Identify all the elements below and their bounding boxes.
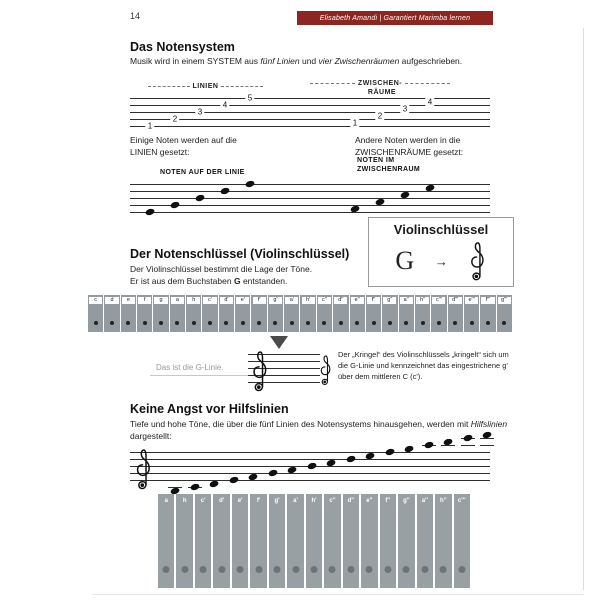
key-dot [421, 321, 425, 325]
marimba-key [251, 295, 266, 332]
key-dot [218, 566, 225, 573]
key-dot [437, 321, 441, 325]
key-dot [366, 566, 373, 573]
marimba-key [250, 494, 266, 588]
marimba-key [232, 494, 248, 588]
marimba-key [121, 295, 136, 332]
key-label: c''' [432, 297, 445, 304]
marimba-key [464, 295, 479, 332]
note [400, 190, 410, 198]
section2-p2 [130, 276, 360, 288]
key-dot [453, 321, 457, 325]
p2-part-bold: G [233, 275, 241, 286]
marimba-key [284, 295, 299, 332]
violin-box-content [369, 239, 513, 283]
key-dot [292, 566, 299, 573]
marimba-key [170, 295, 185, 332]
linien-label-text: LINIEN [192, 83, 219, 90]
note [287, 465, 297, 473]
marimba-key [269, 494, 285, 588]
arrow-right-icon: → [434, 253, 448, 269]
key-dot [404, 321, 408, 325]
linien-label [148, 83, 263, 90]
g-line-caption: Das ist die G-Linie. [156, 363, 224, 372]
marimba-key [300, 295, 315, 332]
marimba-key [202, 295, 217, 332]
marimba-key [399, 295, 414, 332]
key-label: a'' [421, 498, 428, 504]
key-dot [257, 321, 261, 325]
dash-line [310, 83, 355, 84]
note [267, 469, 277, 477]
key-dot [347, 566, 354, 573]
key-label: g'' [403, 498, 410, 504]
p3-part: Tiefe und hohe Töne, die über die fünf Linien des Notensystems hinausgehen, werden mit [130, 419, 471, 429]
key-dot [200, 566, 207, 573]
section3-title: Keine Angst vor Hilfslinien [130, 402, 289, 416]
key-label: e [122, 297, 135, 304]
page-edge-right [583, 28, 584, 590]
ledger-line [461, 445, 475, 446]
marimba-key [324, 494, 340, 588]
marimba-key [306, 494, 322, 588]
line-number: 4 [220, 101, 229, 110]
space-number: 3 [400, 104, 409, 113]
line-number: 1 [145, 122, 154, 131]
key-label: g' [269, 297, 282, 304]
violin-box [368, 217, 514, 287]
key-dot [470, 321, 474, 325]
marimba-key [137, 295, 152, 332]
space-number: 4 [425, 97, 434, 106]
key-label: a [171, 297, 184, 304]
key-label: f''' [481, 297, 494, 304]
key-dot [310, 566, 317, 573]
key-label: c [89, 297, 102, 304]
staff-diagram-numbered [130, 80, 490, 130]
key-label: e' [236, 297, 249, 304]
intro-part: und [299, 56, 319, 66]
key-label: h [187, 297, 200, 304]
key-label: h' [302, 297, 315, 304]
key-label: a'' [400, 297, 413, 304]
marimba-key [317, 295, 332, 332]
note [350, 204, 360, 212]
key-dot [159, 321, 163, 325]
marimba-key [380, 494, 396, 588]
marimba-key [448, 295, 463, 332]
g-line-leader [150, 375, 248, 376]
key-dot [486, 321, 490, 325]
key-label: d' [219, 498, 225, 504]
zwischenraeume-label-line2 [352, 89, 412, 96]
key-label: f' [253, 297, 266, 304]
section2-p1: Der Violinschlüssel bestimmt die Lage der Töne. [130, 264, 313, 274]
zwischen-label-text2: RÄUME [367, 89, 397, 96]
intro-part: aufgeschrieben. [399, 56, 463, 66]
key-label: f'' [385, 498, 391, 504]
marimba-key [361, 494, 377, 588]
line-number: 2 [170, 115, 179, 124]
key-dot [126, 321, 130, 325]
key-label: e'' [351, 297, 364, 304]
marimba-key [435, 494, 451, 588]
key-dot [322, 321, 326, 325]
marimba-key [366, 295, 381, 332]
marimba-key [417, 494, 433, 588]
marimba-key [268, 295, 283, 332]
key-dot [192, 321, 196, 325]
marimba-keyboard-bottom [158, 494, 470, 588]
intro-part: Musik wird in einem SYSTEM aus [130, 56, 261, 66]
marimba-key [186, 295, 201, 332]
key-label: f [138, 297, 151, 304]
notes-in-spaces [130, 184, 490, 213]
key-dot [458, 566, 465, 573]
key-dot [274, 566, 281, 573]
note [365, 451, 375, 459]
ledger-line [480, 445, 494, 446]
note [209, 479, 219, 487]
page-number: 14 [130, 11, 141, 21]
section2-paragraph [130, 264, 360, 288]
key-label: d''' [449, 297, 462, 304]
key-dot [237, 566, 244, 573]
note [248, 472, 258, 480]
key-label: a [164, 498, 168, 504]
note [404, 444, 414, 452]
marimba-keyboard-top [88, 295, 512, 332]
spaces-staff-label: NOTEN IM ZWISCHENRAUM [357, 157, 421, 174]
key-dot [208, 321, 212, 325]
key-label: h'' [416, 297, 429, 304]
key-dot [241, 321, 245, 325]
key-dot [502, 321, 506, 325]
left-caption: Einige Noten werden auf die LINIEN gesetzt: [130, 135, 237, 157]
key-dot [440, 566, 447, 573]
key-dot [355, 321, 359, 325]
key-label: h [182, 498, 187, 504]
marimba-key [153, 295, 168, 332]
key-dot [94, 321, 98, 325]
p3-part: dargestellt: [130, 430, 172, 441]
note [228, 476, 238, 484]
marimba-key [213, 494, 229, 588]
marimba-key [497, 295, 512, 332]
key-label: e'' [366, 498, 373, 504]
intro-part-italic: fünf Linien [260, 56, 300, 66]
key-label: a' [285, 297, 298, 304]
dash-line [148, 86, 190, 87]
key-label: c' [203, 297, 216, 304]
section1-title: Das Notensystem [130, 40, 235, 54]
treble-clef-icon [251, 348, 270, 394]
key-label: d' [220, 297, 233, 304]
key-label: c'' [329, 498, 336, 504]
key-dot [181, 566, 188, 573]
key-dot [143, 321, 147, 325]
marimba-key [235, 295, 250, 332]
section1-intro [130, 56, 520, 68]
treble-clef-icon [134, 446, 154, 492]
dash-line [405, 83, 450, 84]
dash-line [221, 86, 263, 87]
marimba-key [333, 295, 348, 332]
note [375, 197, 385, 205]
marimba-key [195, 494, 211, 588]
note [384, 448, 394, 456]
key-dot [421, 566, 428, 573]
key-label: c''' [457, 498, 466, 504]
key-dot [255, 566, 262, 573]
p2-part: entstanden. [240, 275, 288, 286]
key-label: g'' [383, 297, 396, 304]
key-dot [329, 566, 336, 573]
violin-box-title: Violinschlüssel [393, 222, 489, 237]
key-dot [388, 321, 392, 325]
note [306, 462, 316, 470]
marimba-key [480, 295, 495, 332]
key-dot [384, 566, 391, 573]
key-dot [110, 321, 114, 325]
key-label: c' [200, 498, 206, 504]
down-arrow-icon [270, 336, 288, 349]
marimba-key [104, 295, 119, 332]
key-label: f'' [367, 297, 380, 304]
section2-title: Der Notenschlüssel (Violinschlüssel) [130, 247, 350, 261]
p3-part-italic: Hilfslinien [470, 419, 508, 429]
key-label: h' [311, 498, 317, 504]
key-dot [339, 321, 343, 325]
marimba-key [219, 295, 234, 332]
lines-staff-label: NOTEN AUF DER LINIE [160, 169, 245, 176]
treble-clef-icon [319, 353, 333, 387]
marimba-key [88, 295, 103, 332]
key-label: f' [256, 498, 261, 504]
right-caption: Andere Noten werden in die ZWISCHENRÄUME gesetzt: [355, 135, 464, 157]
key-dot [306, 321, 310, 325]
key-label: a' [293, 498, 298, 504]
hilfslinien-notes [130, 452, 490, 481]
note [345, 455, 355, 463]
marimba-key [454, 494, 470, 588]
key-label: d [105, 297, 118, 304]
marimba-key [382, 295, 397, 332]
key-label: g' [274, 498, 280, 504]
key-label: g''' [498, 297, 511, 304]
key-dot [372, 321, 376, 325]
header-bar [297, 11, 493, 25]
marimba-key [398, 494, 414, 588]
p2-part: Er ist aus dem Buchstaben [130, 275, 234, 286]
g-letter: G [395, 246, 415, 275]
space-number: 2 [375, 111, 384, 120]
key-dot [403, 566, 410, 573]
hilfslinien-staff [130, 452, 490, 481]
key-dot [175, 321, 179, 325]
key-label: e''' [465, 297, 478, 304]
key-dot [290, 321, 294, 325]
space-number: 1 [350, 118, 359, 127]
line-number: 5 [245, 94, 254, 103]
note [189, 483, 199, 491]
key-label: e' [237, 498, 243, 504]
marimba-key [415, 295, 430, 332]
key-dot [163, 566, 170, 573]
line-number: 3 [195, 108, 204, 117]
staff-notes-demo [130, 184, 490, 213]
marimba-key [176, 494, 192, 588]
key-label: d'' [334, 297, 347, 304]
marimba-key [343, 494, 359, 588]
note [326, 458, 336, 466]
zwischenraeume-label-line1 [310, 80, 450, 87]
intro-part-italic: vier Zwischenräumen [318, 56, 400, 66]
key-dot [224, 321, 228, 325]
kringel-text: Der „Kringel“ des Violinschlüssels „kringelt“ sich um die G-Linie und kennzeichnet das eingestrichene g' über dem mittleren C (c'). [338, 350, 509, 381]
key-label: c'' [318, 297, 331, 304]
staff-numbered [130, 93, 490, 131]
key-label: d'' [347, 498, 355, 504]
page-edge-bottom [92, 594, 584, 595]
key-label: h'' [440, 498, 447, 504]
key-dot [273, 321, 277, 325]
zwischen-label-text: ZWISCHEN- [357, 80, 403, 87]
marimba-key [350, 295, 365, 332]
treble-clef-icon [469, 239, 487, 283]
marimba-key [287, 494, 303, 588]
key-label: g [154, 297, 167, 304]
marimba-key [158, 494, 174, 588]
header-bar-text: Elisabeth Amandi | Garantiert Marimba lernen [319, 14, 471, 22]
note [425, 183, 435, 191]
marimba-key [431, 295, 446, 332]
